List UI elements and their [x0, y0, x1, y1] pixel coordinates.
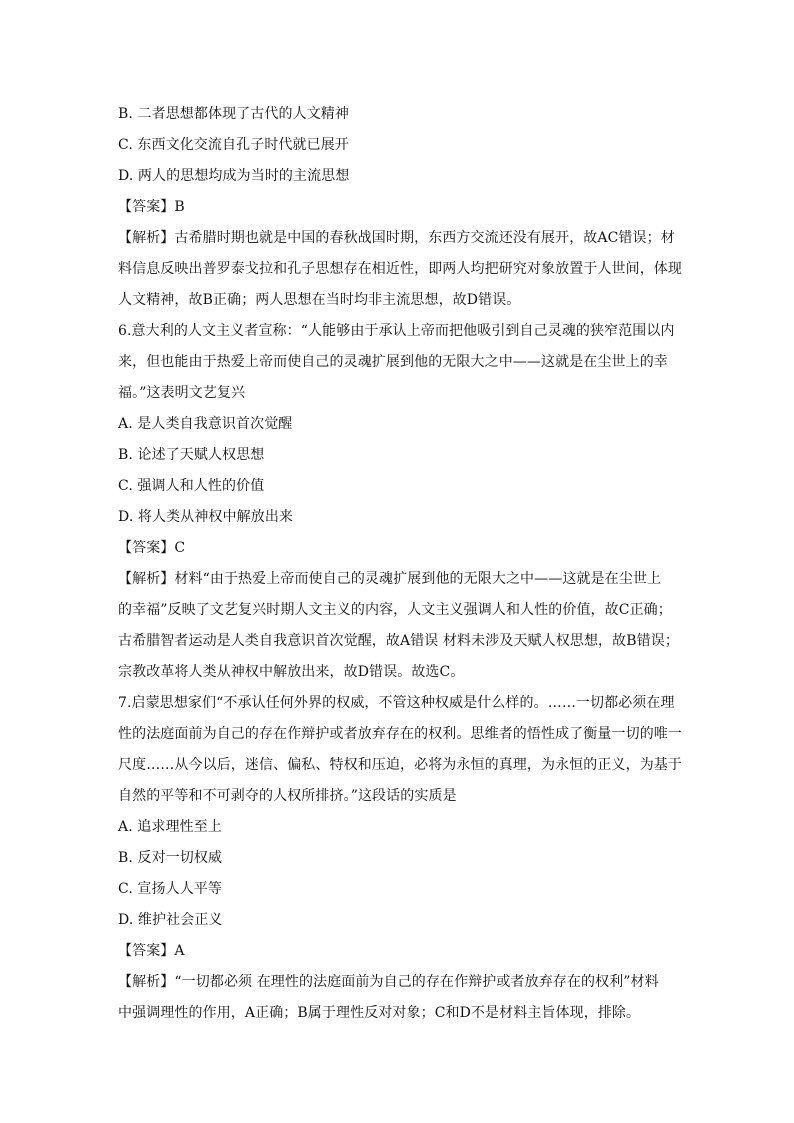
q5-answer: 【答案】B — [118, 199, 185, 215]
q6-analysis-line: 宗教改革将人类从神权中解放出来，故D错误。故选C。 — [118, 664, 465, 680]
q7-stem-line: 性的法庭面前为自己的存在作辩护或者放弃存在的权利。思维者的悟性成了衡量一切的唯一 — [118, 726, 682, 742]
q5-option-c: C. 东西文化交流自孔子时代就已展开 — [118, 137, 349, 153]
q7-option-b: B. 反对一切权威 — [118, 850, 223, 866]
q7-analysis-line: 中强调理性的作用，A正确；B属于理性反对对象；C和D不是材料主旨体现，排除。 — [118, 1005, 641, 1021]
q5-option-d: D. 两人的思想均成为当时的主流思想 — [118, 168, 350, 184]
q7-stem — [118, 688, 682, 812]
q5-analysis-line: 料信息反映出普罗泰戈拉和孔子思想存在相近性，即两人均把研究对象放置于人世间，体现 — [118, 261, 682, 277]
q5-analysis-line: 【解析】古希腊时期也就是中国的春秋战国时期，东西方交流还没有展开，故AC错误；材 — [118, 230, 675, 246]
q6-stem — [118, 316, 678, 409]
q7-answer: 【答案】A — [118, 943, 185, 959]
q6-stem-line: 来，但也能由于热爱上帝而使自己的灵魂扩展到他的无限大之中——这就是在尘世上的幸 — [118, 354, 668, 370]
q6-analysis-line: 古希腊智者运动是人类自我意识首次觉醒，故A错误 材料未涉及天赋人权思想，故B错误； — [118, 633, 679, 649]
q7-option-d: D. 维护社会正义 — [118, 912, 223, 928]
q7-stem-line: 尺度……从今以后，迷信、偏私、特权和压迫，必将为永恒的真理，为永恒的正义，为基于 — [118, 757, 682, 773]
q6-analysis — [118, 564, 678, 688]
q6-option-b: B. 论述了天赋人权思想 — [118, 447, 265, 463]
q5-analysis-line: 人文精神，故B正确；两人思想在当时均非主流思想，故D错误。 — [118, 292, 521, 308]
q6-answer: 【答案】C — [118, 540, 186, 556]
q7-option-a: A. 追求理性至上 — [118, 819, 222, 835]
q6-analysis-line: 的幸福”反映了文艺复兴时期人文主义的内容，人文主义强调人和人性的价值，故C正确； — [118, 602, 672, 618]
q6-analysis-line: 【解析】材料“由于热爱上帝而使自己的灵魂扩展到他的无限大之中——这就是在尘世上 — [118, 571, 662, 587]
q7-stem-line: 自然的平等和不可剥夺的人权所排挤。”这段话的实质是 — [118, 788, 457, 804]
q6-option-c: C. 强调人和人性的价值 — [118, 478, 265, 494]
q5-option-b: B. 二者思想都体现了古代的人文精神 — [118, 106, 349, 122]
document-content — [118, 99, 682, 1029]
q6-stem-line: 福。”这表明文艺复兴 — [118, 385, 246, 401]
q5-analysis — [118, 223, 682, 316]
q7-analysis-line: 【解析】“一切都必须 在理性的法庭面前为自己的存在作辩护或者放弃存在的权利”材料 — [118, 974, 659, 990]
q7-stem-line: 7.启蒙思想家们“不承认任何外界的权威，不管这种权威是什么样的。……一切都必须在理 — [118, 695, 675, 711]
q6-option-d: D. 将人类从神权中解放出来 — [118, 509, 294, 525]
q7-analysis — [118, 967, 678, 1029]
q7-option-c: C. 宣扬人人平等 — [118, 881, 223, 897]
q6-stem-line: 6.意大利的人文主义者宣称：“人能够由于承认上帝而把他吸引到自己灵魂的狭窄范围以内 — [118, 323, 675, 339]
q6-option-a: A. 是人类自我意识首次觉醒 — [118, 416, 293, 432]
